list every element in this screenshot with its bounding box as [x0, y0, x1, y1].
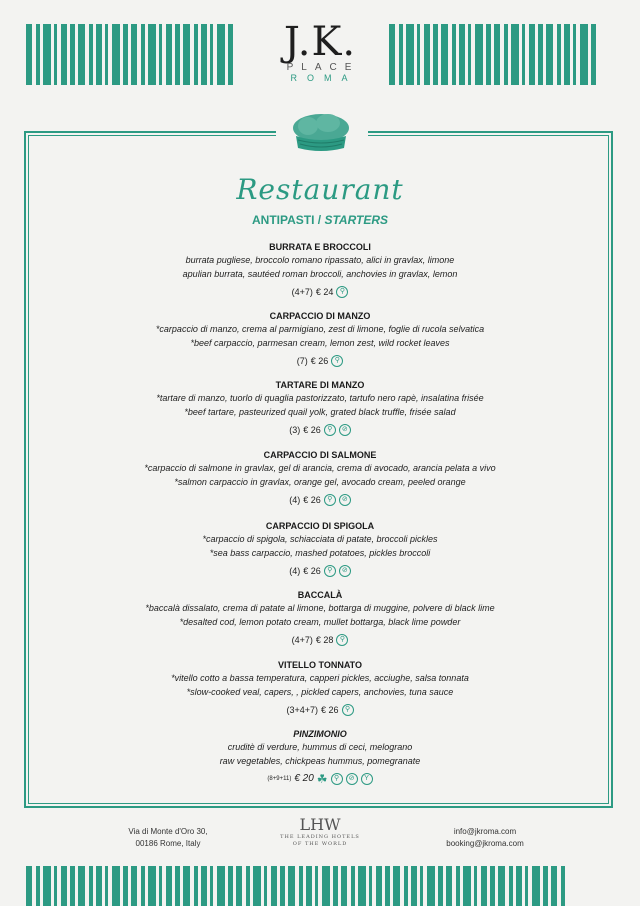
- email-booking-link[interactable]: booking@jkroma.com: [446, 839, 524, 848]
- stripe: [217, 24, 225, 85]
- dish-description-en: apulian burrata, sautéed roman broccoli, anchovies in gravlax, lemon: [182, 269, 458, 279]
- dish-price: € 26: [303, 566, 321, 576]
- allergen-codes: (7): [296, 356, 308, 366]
- lhw-text1: THE LEADING HOTELS: [280, 834, 360, 840]
- stripe: [54, 24, 57, 85]
- fork-knife-icon: ⚲: [324, 494, 336, 506]
- stripe: [438, 866, 443, 906]
- stripe: [509, 866, 513, 906]
- dish-description-it: *vitello cotto a bassa temperatura, capperi pickles, acciughe, salsa tonnata: [171, 673, 469, 683]
- stripe: [210, 24, 213, 85]
- price-row: [60, 703, 580, 717]
- stripe: [341, 866, 347, 906]
- stripe: [194, 866, 198, 906]
- email-info-link[interactable]: info@jkroma.com: [453, 827, 517, 836]
- stripe: [217, 866, 225, 906]
- stripe: [417, 24, 420, 85]
- stripe: [70, 24, 75, 85]
- no-gluten-icon: ⊘: [339, 424, 351, 436]
- price-row: [60, 564, 580, 578]
- price-row: [60, 633, 580, 647]
- stripe: [159, 866, 162, 906]
- dish-description-it: cruditè di verdure, hummus di ceci, melograno: [227, 742, 413, 752]
- stripe: [43, 866, 51, 906]
- stripe: [504, 24, 508, 85]
- no-gluten-icon: ⊘: [339, 565, 351, 577]
- fork-knife-icon: ⚲: [342, 704, 354, 716]
- dish-price: € 24: [315, 287, 334, 297]
- stripe: [498, 866, 505, 906]
- stripe: [424, 24, 430, 85]
- stripe: [393, 866, 400, 906]
- stripe: [463, 866, 471, 906]
- dish-price: € 28: [315, 635, 334, 645]
- stripe: [411, 866, 417, 906]
- dish-item: [60, 241, 580, 299]
- fork-knife-icon: ⚲: [336, 286, 348, 298]
- bottom-stripes: [26, 866, 614, 906]
- stripe: [474, 866, 477, 906]
- stripe: [166, 866, 172, 906]
- price-row: [60, 285, 580, 299]
- footer-address: [108, 826, 228, 850]
- stripe: [551, 866, 557, 906]
- stripe: [494, 24, 500, 85]
- stripe: [253, 866, 261, 906]
- dish-price: € 26: [303, 425, 321, 435]
- stripe: [376, 866, 382, 906]
- dish-description-en: *slow-cooked veal, capers, , pickled capers, anchovies, tuna sauce: [186, 687, 454, 697]
- vegan-leaf-icon: ☘: [316, 772, 328, 786]
- stripe: [36, 24, 40, 85]
- stripe: [573, 24, 576, 85]
- no-lactose-icon: Y: [361, 773, 373, 785]
- stripe: [175, 866, 180, 906]
- stripe: [475, 24, 483, 85]
- fork-knife-icon: ⚲: [336, 634, 348, 646]
- section-title-sub: STARTERS: [324, 213, 389, 227]
- stripe: [299, 866, 303, 906]
- dish-description-en: *desalted cod, lemon potato cream, mullet bottarga, black lime powder: [179, 617, 461, 627]
- stripe: [543, 866, 548, 906]
- price-row: [60, 493, 580, 507]
- stripe: [112, 24, 120, 85]
- fork-knife-icon: ⚲: [331, 355, 343, 367]
- stripe: [456, 866, 460, 906]
- address-line2: 00186 Rome, Italy: [135, 839, 201, 848]
- lhw-logo: [272, 816, 368, 848]
- allergen-codes: (3): [289, 425, 301, 435]
- top-left-stripes: [26, 24, 250, 85]
- stripe: [61, 866, 67, 906]
- stripe: [529, 24, 535, 85]
- allergen-codes: (4+7): [291, 635, 313, 645]
- top-right-stripes: [389, 24, 613, 85]
- stripe: [481, 866, 487, 906]
- allergen-codes: (4+7): [291, 287, 313, 297]
- stripe: [141, 24, 145, 85]
- brand-name: J.K.: [283, 19, 357, 65]
- stripe: [288, 866, 295, 906]
- dish-description-it: *carpaccio di manzo, crema al parmigiano, zest di limone, foglie di rucola selvatica: [155, 324, 485, 334]
- lhw-text2: OF THE WORLD: [292, 841, 348, 847]
- stripe: [511, 24, 519, 85]
- dish-item: [60, 449, 580, 507]
- stripe: [228, 866, 233, 906]
- stripe: [201, 866, 207, 906]
- stripe: [131, 24, 137, 85]
- stripe: [89, 24, 93, 85]
- stripe: [264, 866, 267, 906]
- stripe: [201, 24, 207, 85]
- stripe: [36, 866, 40, 906]
- brand-line2: ROMA: [290, 73, 358, 83]
- stripe: [131, 866, 137, 906]
- stripe: [306, 866, 312, 906]
- stripe: [399, 24, 403, 85]
- stripe: [210, 866, 213, 906]
- stripe: [315, 866, 318, 906]
- stripe: [78, 24, 85, 85]
- stripe: [406, 24, 414, 85]
- dish-item: [60, 520, 580, 578]
- stripe: [141, 866, 145, 906]
- price-row: [60, 354, 580, 368]
- dish-name: BURRATA E BROCCOLI: [269, 242, 371, 252]
- stripe: [43, 24, 51, 85]
- address-line1: Via di Monte d'Oro 30,: [128, 827, 208, 836]
- dish-item: [60, 589, 580, 647]
- dish-description-en: raw vegetables, chickpeas hummus, pomegranate: [219, 756, 421, 766]
- allergen-codes: (8+9+11): [267, 776, 292, 782]
- stripe: [228, 24, 233, 85]
- stripe: [358, 866, 366, 906]
- dish-item: [60, 728, 580, 786]
- dish-name: CARPACCIO DI SALMONE: [263, 450, 377, 460]
- stripe: [112, 866, 120, 906]
- stripe: [148, 24, 156, 85]
- dish-price: € 26: [310, 356, 329, 366]
- stripe: [459, 24, 465, 85]
- stripe: [166, 24, 172, 85]
- stripe: [452, 24, 456, 85]
- dish-description-en: *salmon carpaccio in gravlax, orange gel, avocado cream, peeled orange: [174, 477, 466, 487]
- fork-knife-icon: ⚲: [324, 565, 336, 577]
- stripe: [26, 24, 32, 85]
- dish-price: € 26: [321, 705, 339, 715]
- stripe: [561, 866, 565, 906]
- chef-hat-icon: [288, 112, 354, 152]
- stripe: [148, 866, 156, 906]
- brand-logo: [250, 19, 390, 83]
- dish-description-it: burrata pugliese, broccolo romano ripassato, alici in gravlax, limone: [185, 255, 455, 265]
- stripe: [564, 24, 570, 85]
- stripe: [96, 866, 102, 906]
- stripe: [532, 866, 540, 906]
- stripe: [26, 866, 32, 906]
- stripe: [446, 866, 452, 906]
- stripe: [546, 24, 553, 85]
- stripe: [441, 24, 448, 85]
- dish-name: BACCALÀ: [297, 590, 343, 600]
- dish-description-en: *sea bass carpaccio, mashed potatoes, pickles broccoli: [209, 548, 431, 558]
- dish-description-it: *carpaccio di salmone in gravlax, gel di arancia, crema di avocado, arancia pelata a vivo: [144, 463, 496, 473]
- stripe: [351, 866, 355, 906]
- dish-description-it: *carpaccio di spigola, schiacciata di patate, broccoli pickles: [202, 534, 438, 544]
- stripe: [420, 866, 423, 906]
- dish-name: TARTARE DI MANZO: [275, 380, 365, 390]
- stripe: [54, 866, 57, 906]
- section-title: [0, 213, 640, 227]
- stripe: [61, 24, 67, 85]
- no-gluten-icon: ⊘: [339, 494, 351, 506]
- stripe: [183, 24, 190, 85]
- stripe: [236, 866, 242, 906]
- stripe: [123, 24, 128, 85]
- dish-name: CARPACCIO DI SPIGOLA: [265, 521, 375, 531]
- no-gluten-icon: ⊘: [346, 773, 358, 785]
- stripe: [404, 866, 408, 906]
- stripe: [280, 866, 285, 906]
- stripe: [525, 866, 528, 906]
- lhw-mark: LHW: [299, 815, 341, 834]
- stripe: [486, 24, 491, 85]
- dish-name: PINZIMONIO: [293, 729, 347, 739]
- stripe: [78, 866, 85, 906]
- dish-price: € 26: [303, 495, 321, 505]
- allergen-codes: (4): [289, 495, 301, 505]
- stripe: [96, 24, 102, 85]
- stripe: [333, 866, 338, 906]
- stripe: [385, 866, 390, 906]
- stripe: [89, 866, 93, 906]
- stripe: [70, 866, 75, 906]
- fork-knife-icon: ⚲: [331, 773, 343, 785]
- dish-item: [60, 310, 580, 368]
- dish-description-en: *beef tartare, pasteurized quail yolk, grated black truffle, frisée salad: [184, 407, 456, 417]
- stripe: [322, 866, 330, 906]
- stripe: [183, 866, 190, 906]
- fork-knife-icon: ⚲: [324, 424, 336, 436]
- stripe: [105, 866, 108, 906]
- brand-line1: PLACE: [286, 62, 360, 73]
- dish-description-it: *baccalà dissalato, crema di patate al limone, bottarga di muggine, polvere di black lime: [145, 603, 495, 613]
- dish-item: [60, 659, 580, 717]
- stripe: [427, 866, 435, 906]
- stripe: [123, 866, 128, 906]
- stripe: [557, 24, 561, 85]
- stripe: [591, 24, 596, 85]
- restaurant-script-title: Restaurant: [236, 173, 404, 206]
- footer-contacts: [430, 826, 540, 850]
- price-row: [60, 423, 580, 437]
- allergen-codes: (4): [289, 566, 301, 576]
- stripe: [369, 866, 372, 906]
- section-title-main: ANTIPASTI /: [251, 213, 322, 227]
- stripe: [468, 24, 471, 85]
- allergen-codes: (3+4+7): [286, 705, 318, 715]
- dish-item: [60, 379, 580, 437]
- dish-description-it: *tartare di manzo, tuorlo di quaglia pastorizzato, tartufo nero rapè, insalatina frisée: [156, 393, 484, 403]
- stripe: [538, 24, 543, 85]
- stripe: [522, 24, 525, 85]
- stripe: [159, 24, 162, 85]
- stripe: [490, 866, 495, 906]
- dish-description-en: *beef carpaccio, parmesan cream, lemon zest, wild rocket leaves: [190, 338, 450, 348]
- stripe: [580, 24, 588, 85]
- stripe: [194, 24, 198, 85]
- dish-price: € 20: [294, 773, 314, 784]
- stripe: [175, 24, 180, 85]
- dish-name: VITELLO TONNATO: [277, 660, 362, 670]
- dish-name: CARPACCIO DI MANZO: [269, 311, 371, 321]
- stripe: [271, 866, 277, 906]
- stripe: [246, 866, 250, 906]
- stripe: [516, 866, 522, 906]
- stripe: [105, 24, 108, 85]
- price-row: [60, 772, 580, 786]
- stripe: [433, 24, 438, 85]
